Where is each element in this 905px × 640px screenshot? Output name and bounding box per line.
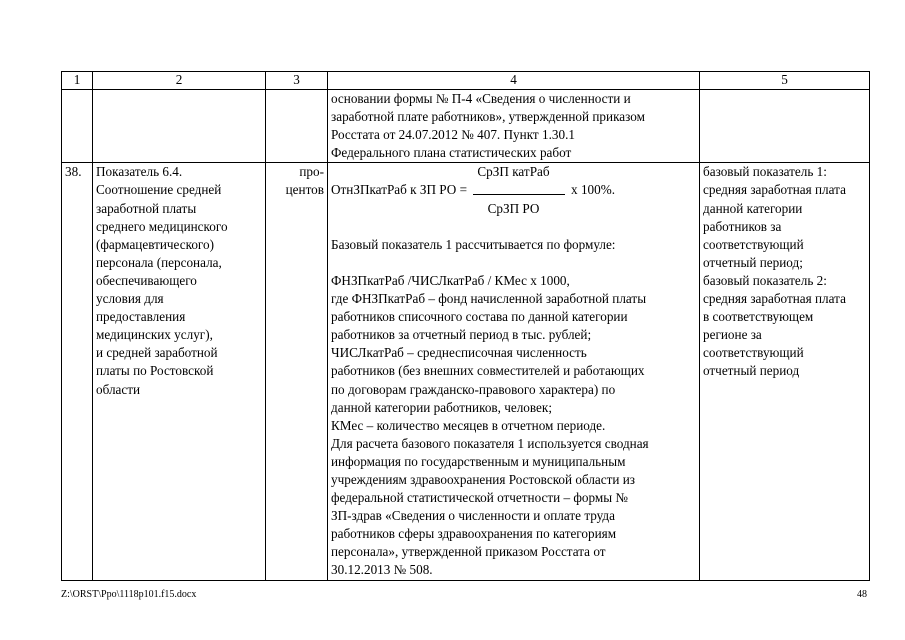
text-line: работников за <box>703 218 782 234</box>
text-line: средняя заработная плата <box>703 291 846 307</box>
table-row-continuation <box>62 90 870 163</box>
cell-empty <box>62 90 93 163</box>
footer-file-path: Z:\ORST\Ppo\1118p101.f15.docx <box>61 589 197 600</box>
text-line: работников за отчетный период в тыс. рублей; <box>331 327 592 343</box>
formula-rhs: х 100%. <box>571 182 616 198</box>
text-line: средняя заработная плата <box>703 182 846 198</box>
indicator-name-cell <box>93 163 266 580</box>
footer-page-number: 48 <box>857 589 867 600</box>
text-line: медицинских услуг), <box>96 327 213 343</box>
text-line: заработной плате работников», утвержденной приказом <box>331 109 645 125</box>
row-number-cell <box>62 163 93 580</box>
table-header-row <box>62 72 870 90</box>
text-line: данной категории <box>703 200 803 216</box>
text-line: базовый показатель 2: <box>703 272 827 288</box>
text-line: регионе за <box>703 327 762 343</box>
header-cell-4: 4 <box>328 72 700 90</box>
header-cell-1: 1 <box>62 72 93 90</box>
text-line: Федерального плана статистических работ <box>331 145 572 161</box>
text-line: про- <box>299 164 324 180</box>
formula-denominator: СрЗП РО <box>487 200 540 216</box>
row-number: 38. <box>65 164 82 180</box>
formula-main-line <box>331 181 696 199</box>
table-row-38 <box>62 163 870 580</box>
text-line: ЗП-здрав «Сведения о численности и оплате труда <box>331 508 615 524</box>
text-line: среднего медицинского <box>96 218 228 234</box>
text-line: базовый показатель 1: <box>703 164 827 180</box>
text-line: (фармацевтического) <box>96 236 214 252</box>
continuation-text-cell <box>328 90 700 163</box>
text-line: и средней заработной <box>96 345 218 361</box>
text-line: соответствующий <box>703 236 804 252</box>
header-cell-2: 2 <box>93 72 266 90</box>
text-line: информация по государственным и муниципальным <box>331 453 626 469</box>
formula-lhs: ОтнЗПкатРаб к ЗП РО = <box>331 182 468 198</box>
text-line: Для расчета базового показателя 1 используется сводная <box>331 435 649 451</box>
base-indicators-cell <box>700 163 870 580</box>
text-line: по договорам гражданско-правового характера) по <box>331 381 616 397</box>
text-line: где ФНЗПкатРаб – фонд начисленной заработной платы <box>331 291 647 307</box>
text-line: предоставления <box>96 309 186 325</box>
text-line: работников сферы здравоохранения по категориям <box>331 526 617 542</box>
text-line: в соответствующем <box>703 309 814 325</box>
text-line: учреждениям здравоохранения Ростовской области из <box>331 471 636 487</box>
text-line: соответствующий <box>703 345 804 361</box>
method-cell <box>328 163 700 580</box>
text-line: платы по Ростовской <box>96 363 214 379</box>
formula-numerator: СрЗП катРаб <box>477 164 550 180</box>
text-line: отчетный период <box>703 363 800 379</box>
cell-empty <box>700 90 870 163</box>
text-line: Показатель 6.4. <box>96 164 183 180</box>
text-line: области <box>96 381 141 397</box>
text-line: обеспечивающего <box>96 272 197 288</box>
text-line: работников (без внешних совместителей и работающих <box>331 363 645 379</box>
header-cell-5: 5 <box>700 72 870 90</box>
indicator-table <box>61 71 870 581</box>
text-line: персонала», утвержденной приказом Росстата от <box>331 544 606 560</box>
text-line: КМес – количество месяцев в отчетном периоде. <box>331 417 606 433</box>
cell-empty <box>93 90 266 163</box>
unit-cell <box>266 163 328 580</box>
text-line: основании формы № П-4 «Сведения о численности и <box>331 91 631 106</box>
text-line: работников списочного состава по данной категории <box>331 309 628 325</box>
header-cell-3: 3 <box>266 72 328 90</box>
text-line: федеральной статистической отчетности – формы № <box>331 490 628 506</box>
spacer <box>331 254 696 272</box>
text-line: ЧИСЛкатРаб – среднесписочная численность <box>331 345 587 361</box>
text-line: Базовый показатель 1 рассчитывается по формуле: <box>331 236 616 252</box>
text-line: отчетный период; <box>703 254 803 270</box>
text-line: центов <box>285 182 324 198</box>
text-line: 30.12.2013 № 508. <box>331 562 433 578</box>
spacer <box>331 218 696 236</box>
text-line: Росстата от 24.07.2012 № 407. Пункт 1.30.1 <box>331 127 575 143</box>
fraction-bar <box>473 194 565 195</box>
text-line: ФНЗПкатРаб /ЧИСЛкатРаб / КМес х 1000, <box>331 272 570 288</box>
cell-empty <box>266 90 328 163</box>
text-line: персонала (персонала, <box>96 254 222 270</box>
text-line: условия для <box>96 291 164 307</box>
text-line: данной категории работников, человек; <box>331 399 552 415</box>
text-line: Соотношение средней <box>96 182 222 198</box>
text-line: заработной платы <box>96 200 197 216</box>
